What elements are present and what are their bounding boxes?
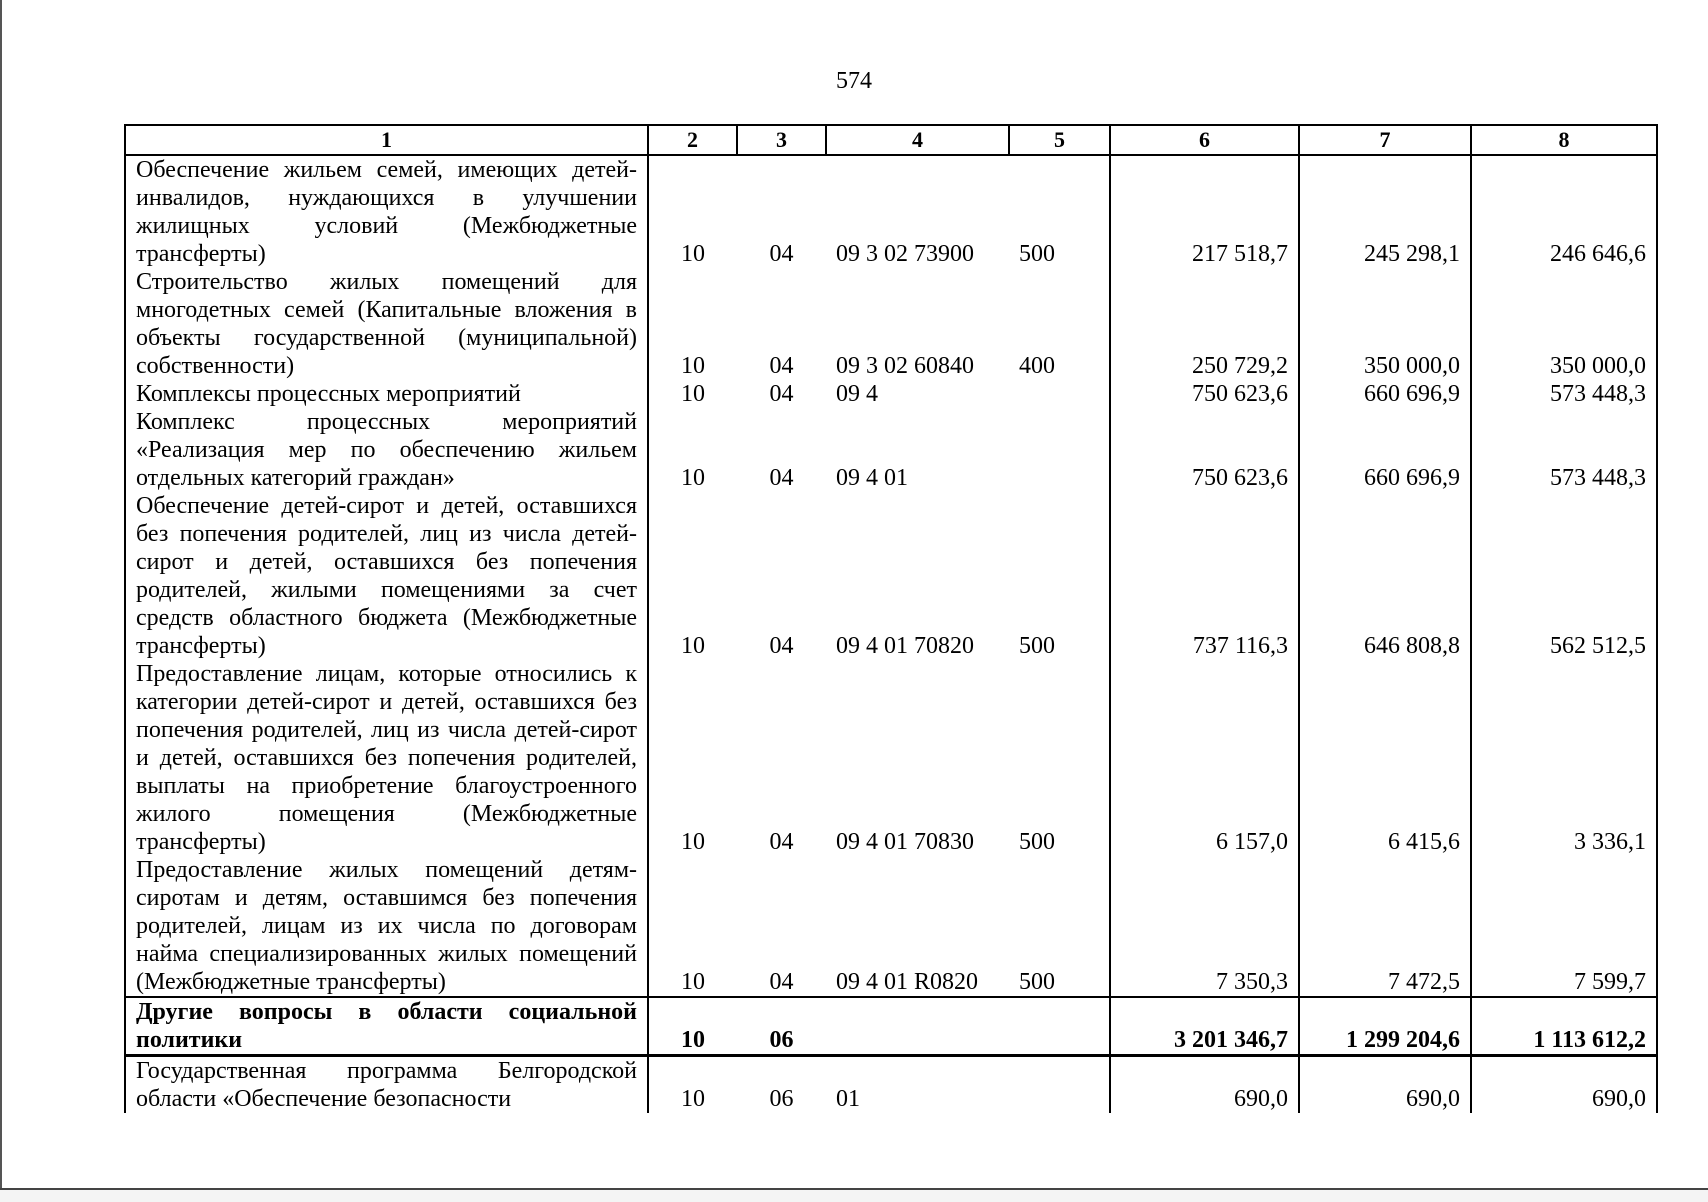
row-value-3: 573 448,3 <box>1471 380 1657 408</box>
row-value-2: 690,0 <box>1299 1056 1471 1114</box>
row-pr: 04 <box>769 465 794 491</box>
row-csr: 09 3 02 60840 <box>836 353 974 379</box>
row-name: Комплексы процессных мероприятий <box>125 380 648 408</box>
column-header-5: 5 <box>1009 125 1110 155</box>
budget-table <box>124 124 1658 1113</box>
row-rz: 10 <box>648 408 737 492</box>
section-total-row <box>125 997 1657 1056</box>
row-value-3: 246 646,6 <box>1471 155 1657 268</box>
table-row <box>125 856 1657 997</box>
row-pr: 04 <box>769 241 794 267</box>
row-rz: 10 <box>648 1056 737 1114</box>
page-number: 574 <box>836 68 872 94</box>
row-rz: 10 <box>648 660 737 856</box>
row-value-1: 737 116,3 <box>1110 492 1299 660</box>
row-value-2: 646 808,8 <box>1299 492 1471 660</box>
column-header-7: 7 <box>1299 125 1471 155</box>
row-csr: 09 4 <box>836 381 878 407</box>
row-value-2: 245 298,1 <box>1299 155 1471 268</box>
row-vr: 500 <box>1009 155 1110 268</box>
row-vr: 500 <box>1009 856 1110 997</box>
row-value-3: 573 448,3 <box>1471 408 1657 492</box>
column-header-2: 2 <box>648 125 737 155</box>
row-name: Обеспечение детей-сирот и детей, оставшихся без попечения родителей, лиц из числа детей-сирот и детей, оставшихся без попечения родителей, жилыми помещениями за счет средств областного бюджета (Межбюджетные трансферты) <box>125 492 648 660</box>
row-csr: 01 <box>836 1086 860 1112</box>
row-rz: 10 <box>648 856 737 997</box>
row-value-1: 3 201 346,7 <box>1110 997 1299 1056</box>
row-value-2: 350 000,0 <box>1299 268 1471 380</box>
row-name: Комплекс процессных мероприятий «Реализация мер по обеспечению жильем отдельных категорий граждан» <box>125 408 648 492</box>
row-csr: 09 3 02 73900 <box>836 241 974 267</box>
row-csr: 09 4 01 <box>836 465 908 491</box>
row-csr: 09 4 01 70820 <box>836 633 974 659</box>
row-value-3: 690,0 <box>1471 1056 1657 1114</box>
row-name: Обеспечение жильем семей, имеющих детей-инвалидов, нуждающихся в улучшении жилищных условий (Межбюджетные трансферты) <box>125 155 648 268</box>
column-header-3: 3 <box>737 125 826 155</box>
row-pr: 04 <box>769 829 794 855</box>
row-pr: 04 <box>769 381 794 407</box>
column-header-8: 8 <box>1471 125 1657 155</box>
row-vr: 500 <box>1009 492 1110 660</box>
row-rz: 10 <box>648 997 737 1056</box>
row-value-2: 660 696,9 <box>1299 380 1471 408</box>
table-row <box>125 408 1657 492</box>
row-csr: 09 4 01 70830 <box>836 829 974 855</box>
row-pr: 04 <box>769 633 794 659</box>
row-rz: 10 <box>648 155 737 268</box>
scan-edge-left <box>0 0 2 1200</box>
column-header-6: 6 <box>1110 125 1299 155</box>
row-vr: 400 <box>1009 268 1110 380</box>
row-value-2: 1 299 204,6 <box>1299 997 1471 1056</box>
row-value-3: 3 336,1 <box>1471 660 1657 856</box>
row-rz: 10 <box>648 492 737 660</box>
row-name: Строительство жилых помещений для многодетных семей (Капитальные вложения в объекты государственной (муниципальной) собственности) <box>125 268 648 380</box>
row-pr: 06 <box>737 997 826 1056</box>
row-value-3: 562 512,5 <box>1471 492 1657 660</box>
row-csr: 09 4 01 R0820 <box>836 969 979 995</box>
row-value-1: 7 350,3 <box>1110 856 1299 997</box>
row-rz: 10 <box>648 380 737 408</box>
row-name: Другие вопросы в области социальной политики <box>125 997 648 1056</box>
row-vr <box>1009 408 1110 492</box>
table-row <box>125 1056 1657 1114</box>
row-vr <box>1009 1056 1110 1114</box>
row-vr <box>1009 380 1110 408</box>
row-value-2: 660 696,9 <box>1299 408 1471 492</box>
row-value-3: 1 113 612,2 <box>1471 997 1657 1056</box>
table-header-row <box>125 125 1657 155</box>
row-value-1: 750 623,6 <box>1110 380 1299 408</box>
table-row <box>125 268 1657 380</box>
table-row <box>125 380 1657 408</box>
table-row <box>125 492 1657 660</box>
row-value-1: 750 623,6 <box>1110 408 1299 492</box>
table-row <box>125 660 1657 856</box>
row-pr: 04 <box>769 353 794 379</box>
row-rz: 10 <box>648 268 737 380</box>
row-value-1: 690,0 <box>1110 1056 1299 1114</box>
row-value-1: 6 157,0 <box>1110 660 1299 856</box>
row-value-2: 7 472,5 <box>1299 856 1471 997</box>
table-row <box>125 155 1657 268</box>
row-vr <box>1009 997 1110 1056</box>
column-header-4: 4 <box>826 125 1009 155</box>
row-value-3: 350 000,0 <box>1471 268 1657 380</box>
row-name: Государственная программа Белгородской области «Обеспечение безопасности <box>125 1056 648 1114</box>
row-value-1: 250 729,2 <box>1110 268 1299 380</box>
row-name: Предоставление жилых помещений детям-сиротам и детям, оставшимся без попечения родителей, лицам из их числа по договорам найма специализированных жилых помещений (Межбюджетные трансферты) <box>125 856 648 997</box>
row-name: Предоставление лицам, которые относились к категории детей-сирот и детей, оставшихся без попечения родителей, лиц из числа детей-сирот и детей, оставшихся без попечения родителей, выплаты на приобретение благоустроенного жилого помещения (Межбюджетные трансферты) <box>125 660 648 856</box>
row-value-1: 217 518,7 <box>1110 155 1299 268</box>
column-header-1: 1 <box>125 125 648 155</box>
row-value-2: 6 415,6 <box>1299 660 1471 856</box>
row-pr: 04 <box>769 969 794 995</box>
row-csr <box>826 997 1009 1056</box>
row-pr: 06 <box>769 1086 794 1112</box>
row-vr: 500 <box>1009 660 1110 856</box>
row-value-3: 7 599,7 <box>1471 856 1657 997</box>
